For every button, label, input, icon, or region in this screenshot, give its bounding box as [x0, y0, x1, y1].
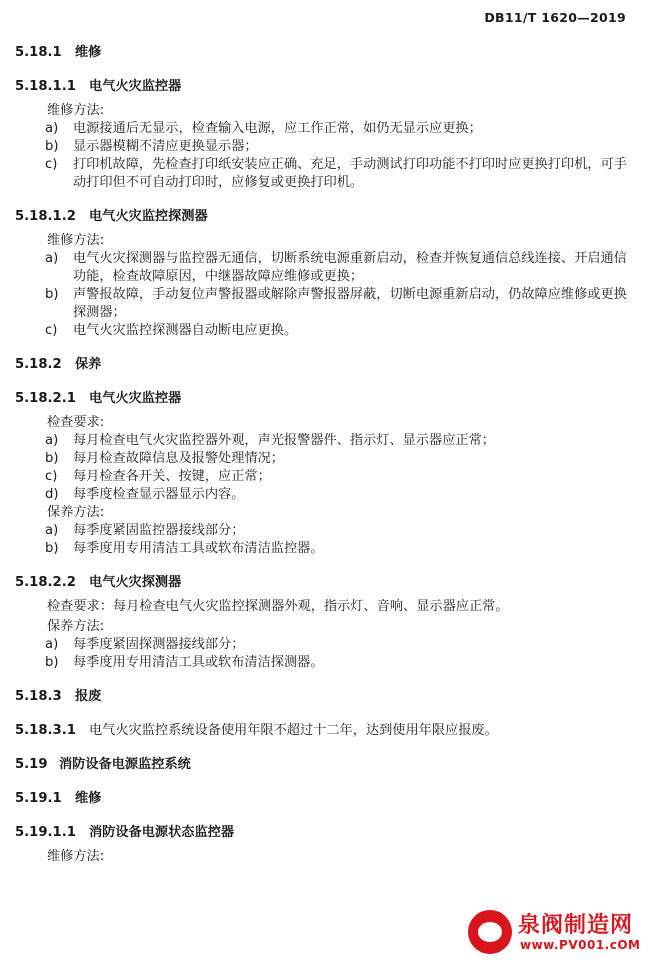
section-title: 电气火灾监控器 — [89, 391, 182, 406]
list-item — [15, 138, 633, 156]
paragraph: 维修方法: — [47, 233, 105, 248]
section-heading — [15, 574, 633, 592]
logo-brand-text: 泉阀制造网 — [518, 913, 634, 938]
section-heading — [15, 390, 633, 408]
list-item-text: 显示器模糊不清应更换显示器； — [73, 139, 258, 154]
list-item — [15, 286, 633, 322]
list-item-text: 每季度紧固探测器接线部分； — [73, 637, 245, 652]
list-item-text: 每季度用专用清洁工具或软布清洁探测器。 — [73, 655, 324, 670]
paragraph: 保养方法: — [47, 505, 105, 520]
list-item-text: 电源接通后无显示，检查输入电源，应工作正常，如仍无显示应更换； — [73, 121, 482, 136]
section-heading — [15, 756, 633, 774]
section-number: 5.18.1.2 — [15, 209, 76, 224]
section-title: 电气火灾探测器 — [89, 575, 182, 590]
list-item — [15, 156, 633, 192]
section-heading — [15, 208, 633, 226]
document-body — [15, 44, 633, 866]
section-number: 5.18.3 — [15, 689, 62, 704]
section-heading — [15, 790, 633, 808]
section-title: 维修 — [75, 791, 102, 806]
section-number: 5.19 — [15, 757, 48, 772]
list-item-text: 每月检查各开关、按键，应正常； — [73, 469, 271, 484]
list-item — [15, 540, 633, 558]
list-item — [15, 450, 633, 468]
section-number: 5.19.1.1 — [15, 825, 76, 840]
list-item — [15, 120, 633, 138]
list-marker: c) — [45, 157, 58, 172]
list-item — [15, 522, 633, 540]
list-marker: a) — [45, 523, 59, 538]
section-heading — [15, 688, 633, 706]
list-marker: c) — [45, 323, 58, 338]
section-title: 电气火灾监控器 — [89, 79, 182, 94]
logo-url-text: www.PV001.cOM — [520, 938, 641, 952]
list-item-text: 打印机故障，先检查打印纸安装应正确、充足，手动测试打印功能不打印时应更换打印机，可手动打印但不可自动打印时，应修复或更换打印机。 — [73, 157, 627, 190]
list-marker: a) — [45, 637, 59, 652]
section-heading — [15, 356, 633, 374]
section-number: 5.18.2.1 — [15, 391, 76, 406]
section-heading — [15, 44, 633, 62]
list-item — [15, 654, 633, 672]
paragraph: 检查要求: — [47, 415, 105, 430]
list-item-text: 每季度检查显示器显示内容。 — [73, 487, 245, 502]
section-title: 消防设备电源状态监控器 — [89, 825, 235, 840]
logo-emblem-icon — [468, 910, 512, 954]
section-number: 5.18.1 — [15, 45, 62, 60]
list-item — [15, 250, 633, 286]
list-item-text: 声警报故障，手动复位声警报器或解除声警报器屏蔽，切断电源重新启动，仍故障应维修或更换探测器； — [73, 287, 627, 320]
section-number: 5.18.2.2 — [15, 575, 76, 590]
section-title: 维修 — [75, 45, 102, 60]
paragraph: 检查要求：每月检查电气火灾监控探测器外观，指示灯、音响、显示器应正常。 — [47, 599, 509, 614]
list-item — [15, 322, 633, 340]
watermark-logo — [468, 908, 644, 958]
list-item-text: 每季度紧固监控器接线部分； — [73, 523, 245, 538]
list-item-text: 电气火灾探测器与监控器无通信，切断系统电源重新启动，检查并恢复通信总线连接、开启通信功能，检查故障原因，中继器故障应维修或更换； — [73, 251, 627, 284]
section-number: 5.18.3.1 — [15, 723, 76, 738]
document-code: DB11/T 1620—2019 — [484, 10, 626, 25]
list-item-text: 电气火灾监控探测器自动断电应更换。 — [73, 323, 298, 338]
paragraph: 保养方法: — [47, 619, 105, 634]
section-title: 消防设备电源监控系统 — [59, 757, 191, 772]
list-item — [15, 432, 633, 450]
list-marker: a) — [45, 121, 59, 136]
list-item-text: 每季度用专用清洁工具或软布清洁监控器。 — [73, 541, 324, 556]
list-marker: b) — [45, 287, 59, 302]
list-marker: a) — [45, 433, 59, 448]
section-heading — [15, 78, 633, 96]
list-marker: b) — [45, 541, 59, 556]
list-item-text: 每月检查故障信息及报警处理情况； — [73, 451, 284, 466]
section-heading — [15, 722, 633, 740]
list-marker: b) — [45, 451, 59, 466]
section-title: 报废 — [75, 689, 102, 704]
list-marker: b) — [45, 655, 59, 670]
list-item — [15, 486, 633, 504]
section-title: 保养 — [75, 357, 102, 372]
list-item-text: 每月检查电气火灾监控器外观，声光报警器件、指示灯、显示器应正常； — [73, 433, 495, 448]
section-title: 电气火灾监控系统设备使用年限不超过十二年，达到使用年限应报废。 — [89, 723, 498, 738]
list-item — [15, 468, 633, 486]
list-marker: a) — [45, 251, 59, 266]
section-number: 5.19.1 — [15, 791, 62, 806]
list-marker: b) — [45, 139, 59, 154]
list-marker: d) — [45, 487, 59, 502]
section-number: 5.18.1.1 — [15, 79, 76, 94]
paragraph: 维修方法: — [47, 103, 105, 118]
list-item — [15, 636, 633, 654]
list-marker: c) — [45, 469, 58, 484]
section-number: 5.18.2 — [15, 357, 62, 372]
section-heading — [15, 824, 633, 842]
section-title: 电气火灾监控探测器 — [89, 209, 208, 224]
paragraph: 维修方法: — [47, 849, 105, 864]
